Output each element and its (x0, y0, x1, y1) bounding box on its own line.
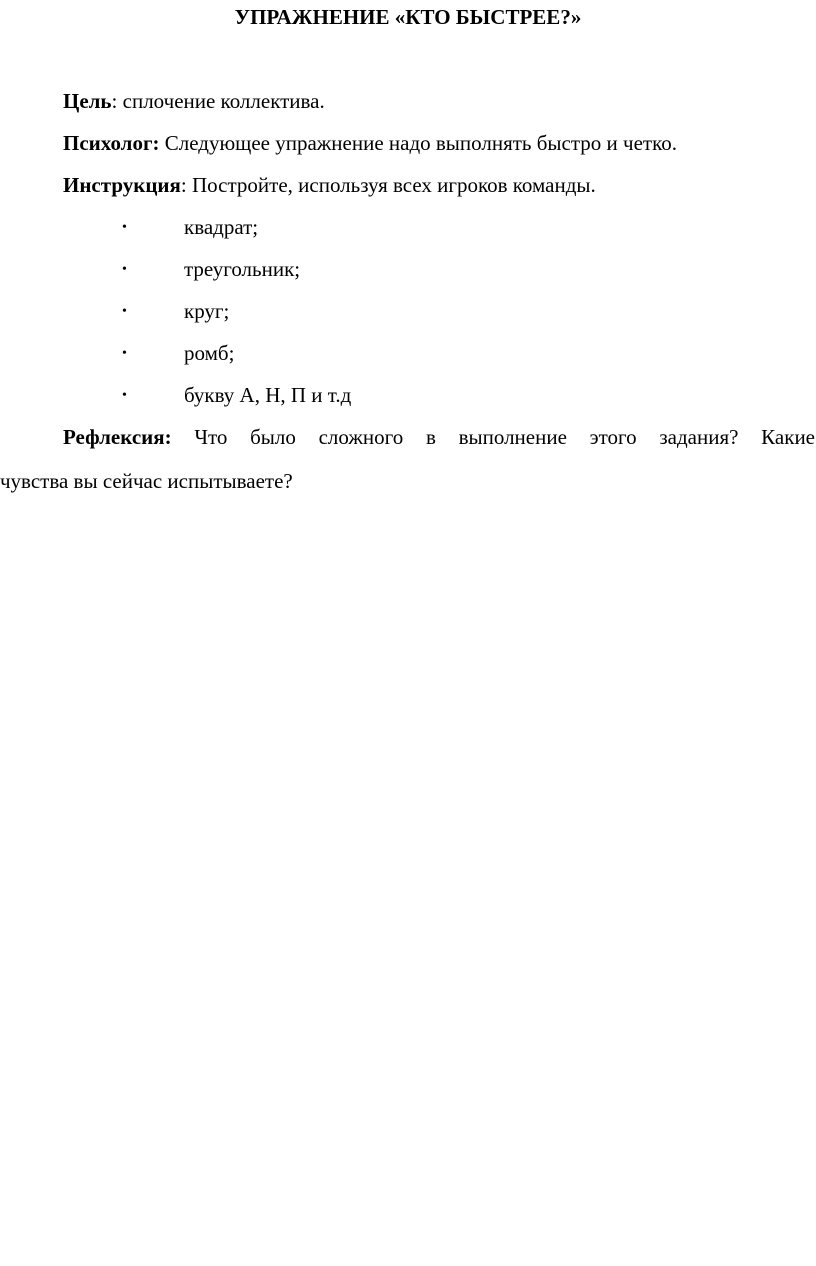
reflection-paragraph (63, 422, 815, 452)
list-item (0, 338, 816, 368)
goal-label: Цель (63, 89, 112, 113)
reflection-label: Рефлексия: (63, 425, 172, 449)
list-item (0, 380, 816, 410)
list-item-text: букву А, Н, П и т.д (184, 383, 352, 407)
bullet-icon: • (122, 262, 127, 277)
list-item (0, 212, 816, 242)
list-item (0, 254, 816, 284)
list-item-text: ромб; (184, 341, 235, 365)
bullet-icon: • (122, 220, 127, 235)
list-item (0, 296, 816, 326)
list-item-text: треугольник; (184, 257, 301, 281)
instruction-text: : Постройте, используя всех игроков команды. (180, 173, 596, 197)
psychologist-paragraph (63, 128, 677, 158)
reflection-text-line2: чувства вы сейчас испытываете? (0, 469, 293, 493)
list-item-text: круг; (184, 299, 230, 323)
instruction-paragraph (63, 170, 596, 200)
bullet-icon: • (122, 388, 127, 403)
bullet-icon: • (122, 346, 127, 361)
bullet-icon: • (122, 304, 127, 319)
goal-text: : сплочение коллектива. (111, 89, 325, 113)
psychologist-label: Психолог: (63, 131, 160, 155)
psychologist-text: Следующее упражнение надо выполнять быстро и четко. (159, 131, 677, 155)
list-item-text: квадрат; (184, 215, 259, 239)
reflection-text-line1: Что было сложного в выполнение этого задания? Какие (194, 425, 815, 449)
document-title: УПРАЖНЕНИЕ «КТО БЫСТРЕЕ?» (234, 5, 582, 29)
goal-paragraph (63, 86, 325, 116)
instruction-label: Инструкция (63, 173, 181, 197)
